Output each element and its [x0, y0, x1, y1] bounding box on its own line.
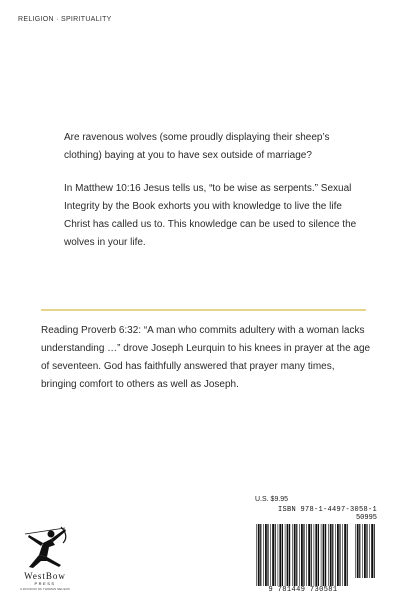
barcode-bar: [311, 524, 312, 586]
barcode-bar: [330, 524, 332, 586]
barcode-bar: [265, 524, 267, 586]
barcode-block: [255, 506, 377, 594]
barcode-bar: [332, 524, 333, 586]
barcode-bar: [301, 524, 303, 586]
barcode-bar: [306, 524, 307, 586]
publisher-tagline: A DIVISION OF THOMAS NELSON: [20, 587, 70, 591]
barcode-bar: [362, 524, 363, 578]
isbn-text: ISBN 978-1-4497-3058-1: [277, 506, 377, 514]
gold-divider: [41, 309, 366, 311]
barcode-bar: [335, 524, 336, 586]
barcode-bar: [337, 524, 339, 586]
barcode-bar: [258, 524, 260, 586]
category-label: RELIGION · SPIRITUALITY: [18, 16, 112, 23]
archer-icon: [21, 525, 69, 569]
barcode-bar: [374, 524, 375, 578]
addon-barcode: [354, 524, 377, 578]
barcode-bar: [263, 524, 264, 586]
barcode-bar: [339, 524, 340, 586]
barcode-bar: [328, 524, 329, 586]
barcode-bar: [321, 524, 322, 586]
ean-digits: 9 781449 730581: [268, 586, 338, 594]
barcode-bar: [355, 524, 356, 578]
barcode-bar: [325, 524, 326, 586]
barcode-bar: [285, 524, 286, 586]
barcode-bar: [278, 524, 279, 586]
barcode-bar: [267, 524, 268, 586]
barcode-bar: [260, 524, 261, 586]
barcode-bar: [287, 524, 289, 586]
barcode-bar: [314, 524, 315, 586]
barcode-bar: [256, 524, 257, 586]
barcode-bar: [366, 524, 367, 578]
publisher-name: WestBow: [24, 571, 66, 581]
barcode-bar: [344, 524, 346, 586]
barcode-bar: [272, 524, 274, 586]
barcode-bar: [323, 524, 325, 586]
barcode-bar: [292, 524, 293, 586]
barcode-bar: [275, 524, 276, 586]
ean-barcode: [255, 524, 351, 586]
price-label: U.S. $9.95: [255, 496, 289, 503]
publisher-press: PRESS: [34, 581, 56, 586]
barcode-bar: [357, 524, 359, 578]
blurb-paragraph-1: Are ravenous wolves (some proudly displaying their sheep’s clothing) baying at you to have sex outside of marriage?: [64, 132, 330, 161]
barcode-bar: [308, 524, 310, 586]
barcode-bar: [359, 524, 360, 578]
barcode-bar: [296, 524, 297, 586]
barcode-bar: [318, 524, 319, 586]
barcode-bar: [315, 524, 317, 586]
barcode-bar: [289, 524, 290, 586]
barcode-bar: [369, 524, 370, 578]
blurb-paragraph-3: Reading Proverb 6:32: “A man who commits adultery with a woman lacks understanding …” drove Joseph Leurquin to his knees in prayer at the age of seventeen. God has faithfully answered that prayer many times, bringing comfort to others as well as Joseph.: [41, 325, 371, 390]
barcode-bar: [371, 524, 373, 578]
blurb-paragraph-2: In Matthew 10:16 Jesus tells us, “to be wise as serpents.” Sexual Integrity by the Book exhorts you with knowledge to live the life Christ has called us to. This knowledge can be used to silence the wolves in your life.: [64, 183, 357, 248]
barcode-bar: [303, 524, 304, 586]
barcode-bar: [364, 524, 366, 578]
publisher-logo: [14, 525, 76, 591]
barcode-bar: [279, 524, 281, 586]
barcode-bar: [347, 524, 348, 586]
barcode-bar: [294, 524, 296, 586]
barcode-bar: [299, 524, 300, 586]
barcode-bar: [270, 524, 271, 586]
barcode-bar: [342, 524, 343, 586]
addon-code: 50995: [355, 514, 377, 522]
barcode-bar: [282, 524, 283, 586]
